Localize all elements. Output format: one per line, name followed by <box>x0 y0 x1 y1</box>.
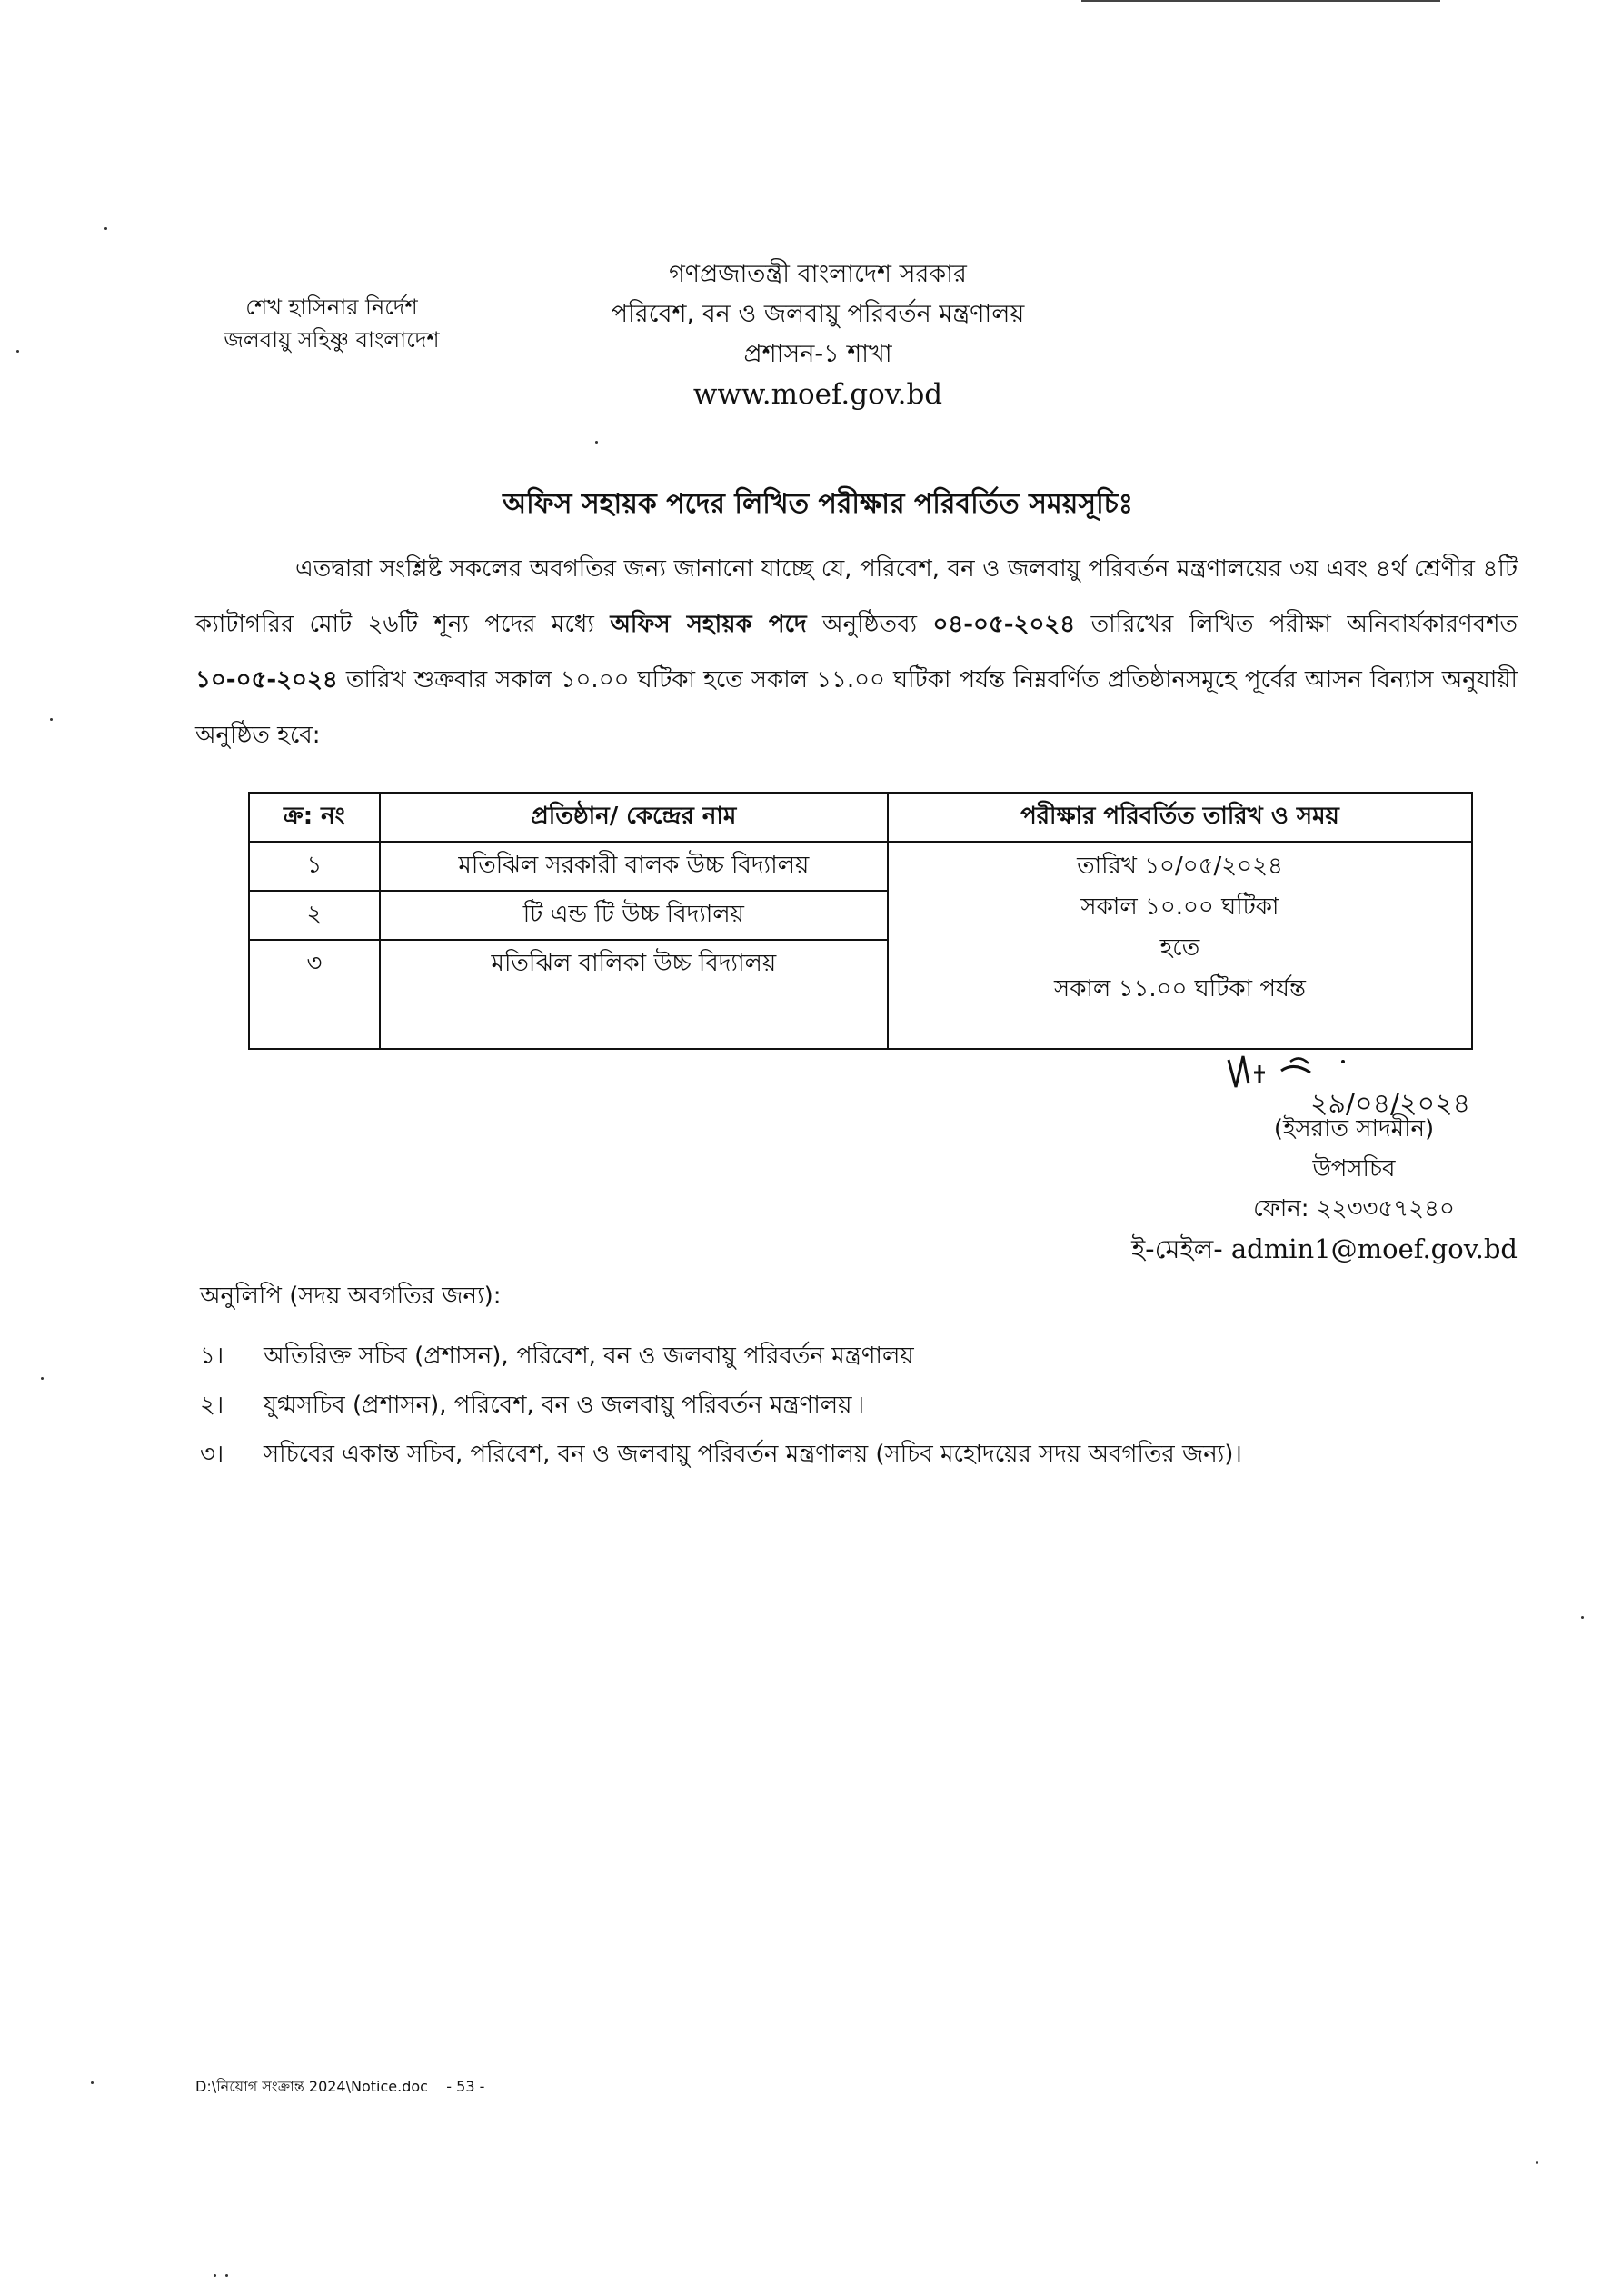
row-serial: ১ <box>249 842 380 891</box>
header-center-name: প্রতিষ্ঠান/ কেন্দ্রের নাম <box>380 793 888 842</box>
email-address[interactable]: admin1@moef.gov.bd <box>1230 1233 1518 1264</box>
list-item <box>200 1381 1518 1430</box>
scan-speck <box>41 1377 44 1380</box>
list-item <box>200 1430 1518 1479</box>
signatory-designation: উপসচিব <box>1312 1155 1396 1183</box>
scan-speck <box>225 2274 228 2277</box>
branch-name: প্রশাসন-১ শাখা <box>743 340 892 368</box>
file-path: D:\নিয়োগ সংক্রান্ত 2024\Notice.doc <box>195 2078 428 2095</box>
notice-old-date: ০৪-০৫-২০২৪ <box>932 611 1076 638</box>
scan-edge-line <box>1231 0 1440 2</box>
notice-body-part2: অনুষ্ঠিতব্য <box>806 611 933 638</box>
list-item-number: ২। <box>200 1392 224 1419</box>
scan-speck <box>1581 1616 1584 1619</box>
notice-body-post: অফিস সহায়ক পদে <box>610 611 807 638</box>
table-row <box>249 842 1472 891</box>
exam-start: সকাল ১০.০০ ঘটিকা <box>1080 893 1279 921</box>
list-item <box>200 1332 1518 1381</box>
exam-date: তারিখ ১০/০৫/২০২৪ <box>1077 853 1283 880</box>
exam-end: সকাল ১১.০০ ঘটিকা পর্যন্ত <box>1054 975 1306 1003</box>
list-item-number: ৩। <box>200 1441 224 1468</box>
row-center-name: মতিঝিল বালিকা উচ্চ বিদ্যালয় <box>380 940 888 1049</box>
exam-center-table <box>248 792 1473 1050</box>
row-center-name: টি এন্ড টি উচ্চ বিদ্যালয় <box>380 891 888 940</box>
exam-schedule-cell <box>888 842 1472 1049</box>
signatory-phone: ফোন: ২২৩৩৫৭২৪০ <box>1253 1195 1455 1223</box>
government-name: গণপ্রজাতন্ত্রী বাংলাদেশ সরকার <box>669 260 967 288</box>
scan-speck <box>50 718 53 721</box>
motto-line-2: জলবায়ু সহিষ্ণু বাংলাদেশ <box>224 327 440 353</box>
signatory-name: (ইসরাত সাদমীন) <box>1273 1115 1435 1143</box>
notice-new-date: ১০-০৫-২০২৪ <box>195 666 338 694</box>
exam-from: হতে <box>1159 934 1200 962</box>
ministry-name: পরিবেশ, বন ও জলবায়ু পরিবর্তন মন্ত্রণালয় <box>611 300 1025 328</box>
row-serial: ৩ <box>249 940 380 1049</box>
scan-speck <box>214 2274 216 2277</box>
table-header-row <box>249 793 1472 842</box>
scan-speck <box>104 227 107 230</box>
copy-to-title: অনুলিপি (সদয় অবগতির জন্য): <box>200 1283 502 1310</box>
notice-body <box>195 542 1518 764</box>
signatory-block <box>1009 1109 1518 1269</box>
email-label: ই-মেইল- <box>1131 1233 1231 1264</box>
notice-body-part4: তারিখ শুক্রবার সকাল ১০.০০ ঘটিকা হতে সকাল ১১.০০ ঘটিকা পর্যন্ত নিম্নবর্ণিত প্রতিষ্ঠানসমূহে পূর্বের আসন বিন্যাস অনুযায়ী অনুষ্ঠিত হবে: <box>195 666 1518 749</box>
list-item-text: সচিবের একান্ত সচিব, পরিবেশ, বন ও জলবায়ু পরিবর্তন মন্ত্রণালয় (সচিব মহোদয়ের সদয় অবগতির জন্য)। <box>264 1441 1242 1468</box>
header-exam-time: পরীক্ষার পরিবর্তিত তারিখ ও সময় <box>888 793 1472 842</box>
scan-edge-line <box>1081 0 1236 2</box>
motto-line-1: শেখ হাসিনার নির্দেশ <box>245 294 418 320</box>
scan-speck <box>595 441 598 444</box>
motto <box>195 291 468 356</box>
scan-speck <box>16 350 19 353</box>
header-serial: ক্র: নং <box>249 793 380 842</box>
list-item-text: যুগ্মসচিব (প্রশাসন), পরিবেশ, বন ও জলবায়ু পরিবর্তন মন্ত্রণালয় ৷ <box>264 1392 864 1419</box>
file-path-footer <box>195 2075 484 2100</box>
letterhead <box>545 255 1090 414</box>
row-serial: ২ <box>249 891 380 940</box>
list-item-number: ১। <box>200 1343 224 1370</box>
scan-speck <box>1536 2161 1538 2164</box>
notice-title: অফিস সহায়ক পদের লিখিত পরীক্ষার পরিবর্তিত সময়সূচিঃ <box>503 488 1133 520</box>
page-number: - 53 - <box>446 2078 485 2095</box>
row-center-name: মতিঝিল সরকারী বালক উচ্চ বিদ্যালয় <box>380 842 888 891</box>
copy-to-list <box>200 1332 1518 1479</box>
notice-body-part1: এতদ্বারা সংশ্লিষ্ট সকলের অবগতির জন্য জানানো যাচ্ছে যে, পরিবেশ, বন ও জলবায়ু পরিবর্তন মন্ত্রণালয়ের ৩য় এবং ৪র্থ শ্রেণীর ৪টি ক্যাটাগরির মোট ২৬টি শূন্য পদের মধ্যে <box>195 555 1518 638</box>
signature-date: ২৯/০৪/২০২৪ <box>1310 1088 1471 1120</box>
notice-body-part3: তারিখের লিখিত পরীক্ষা অনিবার্যকারণবশত <box>1075 611 1518 638</box>
scan-speck <box>91 2081 94 2084</box>
signatory-email <box>1009 1229 1518 1269</box>
website-link[interactable]: www.moef.gov.bd <box>692 378 943 411</box>
list-item-text: অতিরিক্ত সচিব (প্রশাসন), পরিবেশ, বন ও জলবায়ু পরিবর্তন মন্ত্রণালয় <box>264 1343 914 1370</box>
